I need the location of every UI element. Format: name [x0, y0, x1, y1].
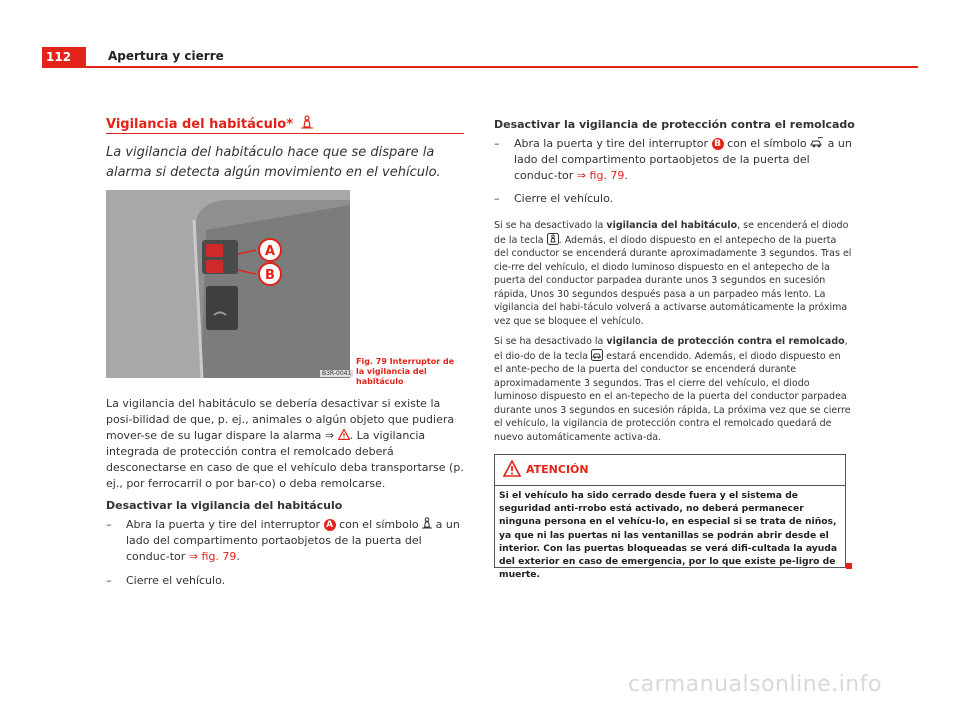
info-paragraph-1 — [494, 219, 852, 328]
right-step-2 — [494, 191, 854, 207]
info2-post: , el dio-do de la tecla — [494, 336, 848, 362]
switch-a-badge: A — [324, 519, 336, 531]
callout-a: A — [264, 244, 276, 259]
info2-bold: vigilancia de protección contra el remolcado — [606, 336, 845, 347]
bullet-dash: – — [494, 137, 500, 150]
section-title-text: Vigilancia del habitáculo* — [106, 117, 294, 132]
left-step1-mid: con el símbolo — [339, 518, 419, 531]
para1-text-b: . La vigilancia integrada de protección contra el remolcado deberá desconectarse en caso de que el vehículo deba transportarse (p. ej., por ferrocarril o por bar-co) o deba remolcarse. — [106, 429, 464, 490]
info-paragraph-2 — [494, 335, 852, 444]
right-step1-pre: Abra la puerta y tire del interruptor — [514, 137, 709, 150]
warning-title: ATENCIÓN — [526, 463, 589, 476]
chapter-title: Apertura y cierre — [108, 49, 224, 63]
section-title — [106, 115, 313, 132]
figure-79 — [106, 190, 350, 378]
end-of-section-mark — [846, 563, 852, 569]
left-step1-pre: Abra la puerta y tire del interruptor — [126, 518, 321, 531]
bullet-dash: – — [494, 192, 500, 205]
para1-text-a: La vigilancia del habitáculo se debería desactivar si existe la posi-bilidad de que, p. ej., animales o algún objeto que pudiera mover-se de su lugar dispare la alarma ⇒ — [106, 397, 455, 442]
right-step1-post: a un lado del compartimento portaobjetos de la puerta del conduc-tor — [514, 137, 852, 182]
info1-bold: vigilancia del habitáculo — [606, 220, 738, 231]
figure-code: B3R-0041 — [322, 370, 352, 377]
left-step-1: – Abra la puerta y tire del interruptor A con el símbolo a un lado del compartimento portaobjetos de la puerta del conduc-tor ⇒ fig. 79. — [106, 518, 460, 563]
bullet-dash: – — [106, 574, 112, 587]
switch-b-badge: B — [712, 138, 724, 150]
tow-protection-key-icon — [591, 349, 603, 361]
tow-protection-symbol-icon — [810, 137, 824, 148]
left-step-2 — [106, 573, 468, 589]
door-switch-photo — [106, 190, 350, 378]
right-step1-mid: con el símbolo — [727, 137, 807, 150]
left-subhead: Desactivar la vigilancia del habitáculo — [106, 499, 343, 512]
bullet-dash: – — [106, 518, 112, 531]
interior-monitor-symbol-icon — [422, 517, 432, 529]
callout-b: B — [265, 268, 275, 283]
fig-79-link[interactable]: ⇒ fig. 79 — [188, 550, 237, 563]
right-step2-text: Cierre el vehículo. — [514, 192, 614, 205]
interior-monitor-icon — [301, 115, 313, 129]
info2-pre: Si se ha desactivado la — [494, 336, 604, 347]
info1-pre: Si se ha desactivado la — [494, 220, 604, 231]
warning-icon — [338, 429, 350, 440]
info1-rest: . Además, el diodo dispuesto en el antepecho de la puerta del conductor se encenderá durante aproximadamente 3 segundos. Tras el cie-rre del vehículo, el diodo luminoso dispuesto en el antepecho de la puerta del conductor parpadea durante unos 3 segundos en sucesión rápida, Unos 30 segundos después pasa a un parpadeo más lento. La vigilancia del habi-táculo volverá a activarse automáticamente la próxima vez que se bloquee el vehículo. — [494, 234, 852, 327]
page-number: 112 — [42, 47, 86, 67]
lead-paragraph: La vigilancia del habitáculo hace que se dispare la alarma si detecta algún movimiento en el vehículo. — [106, 145, 441, 180]
right-step-1: – Abra la puerta y tire del interruptor B con el símbolo a un lado del compartimento portaobjetos de la puerta del conduc-tor ⇒ fig. 79. — [494, 137, 852, 182]
section-rule — [106, 133, 464, 134]
left-step1-post: a un lado del compartimento portaobjetos de la puerta del conduc-tor — [126, 518, 460, 563]
left-step2-text: Cierre el vehículo. — [126, 574, 226, 587]
watermark: carmanualsonline.info — [628, 672, 882, 697]
figure-caption: Fig. 79 Interruptor de la vigilancia del habitáculo — [356, 357, 455, 386]
info2-rest: estará encendido. Además, el diodo dispuesto en el ante-pecho de la puerta del conductor se encenderá durante aproximadamente 3 segundos. Tras el cierre del vehículo, el diodo luminoso dispuesto en el an-tepecho de la puerta del conductor parpadea durante unos 3 segundos en sucesión rápida, La próxima vez que se cierre el vehículo, la vigilancia de protección contra el remolcado quedará de nuevo automáticamente activa-da. — [494, 350, 851, 443]
warning-text: Si el vehículo ha sido cerrado desde fuera y el sistema de seguridad anti-rrobo está activado, no deberá permanecer ninguna persona en el vehícu-lo, en especial si se trata de niños, ya que ni las puertas ni las ventanillas se podrán abrir desde el interior. Con las puertas bloqueadas se verá difi-cultada la ayuda del exterior en caso de emergencia, por lo que existe pe-ligro de muerte. — [499, 490, 838, 581]
interior-monitor-key-icon — [547, 233, 559, 245]
warning-triangle-icon — [503, 460, 521, 477]
header-rule — [42, 66, 918, 68]
info1-post: , se encenderá el diodo de la tecla — [494, 220, 849, 246]
right-subhead: Desactivar la vigilancia de protección contra el remolcado — [494, 118, 855, 131]
body-paragraph-1 — [106, 396, 468, 492]
fig-79-link[interactable]: ⇒ fig. 79 — [576, 169, 625, 182]
